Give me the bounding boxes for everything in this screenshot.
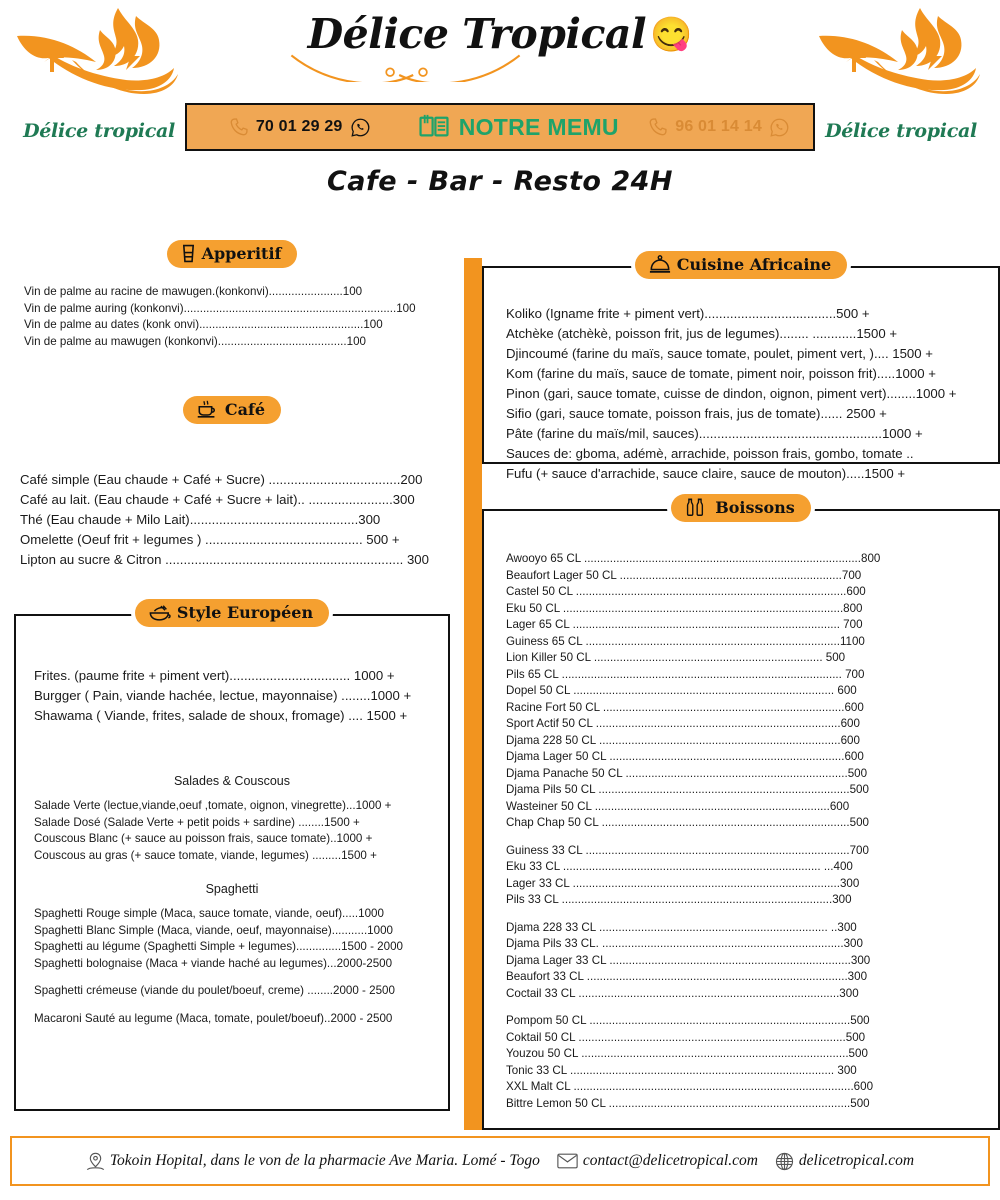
section-cuisine-africaine <box>482 255 1000 481</box>
menu-item: Coctail 33 CL .................................................................................300 <box>506 986 859 1000</box>
contact-bar <box>185 103 815 151</box>
menu-item: Couscous Blanc (+ sauce au poisson frais, sauce tomate)..1000 + <box>34 832 373 845</box>
menu-item: Coktail 50 CL ...................................................................................500 <box>506 1030 866 1044</box>
phone-icon <box>648 117 668 137</box>
email-group[interactable] <box>557 1152 758 1170</box>
group-title-spaghetti: Spaghetti <box>205 882 259 896</box>
bowl-utensils-icon <box>149 605 171 621</box>
menu-item: Burgger ( Pain, viande hachée, lectue, mayonnaise) ........1000 + <box>34 688 412 703</box>
menu-item: Youzou 50 CL ...................................................................................500 <box>506 1047 868 1060</box>
coffee-cup-icon <box>197 400 219 419</box>
spaghetti-items <box>34 906 448 1027</box>
section-title-style-europeen <box>135 599 329 627</box>
section-title-text: Boissons <box>715 498 795 517</box>
menu-item: Sauces de: gboma, adémè, arrachide, poisson frais, gombo, tomate .. <box>506 446 914 461</box>
menu-item: Salade Verte (lectue,viande,oeuf ,tomate, oignon, vinegrette)...1000 + <box>34 799 392 812</box>
cup-icon <box>181 244 196 263</box>
menu-item: Café au lait. (Eau chaude + Café + Sucre + lait).. .......................300 <box>20 492 415 507</box>
menu-item: Djincoumé (farine du maïs, sauce tomate, poulet, piment vert, ).... 1500 + <box>506 346 933 361</box>
menu-item: Djama 228 33 CL ....................................................................... ..300 <box>506 920 857 934</box>
left-column <box>0 240 464 1111</box>
section-cafe <box>0 396 464 570</box>
menu-item: Chap Chap 50 CL .............................................................................500 <box>506 816 869 829</box>
menu-item: XXL Malt CL .......................................................................................600 <box>506 1080 874 1093</box>
menu-item: Guiness 65 CL ...............................................................................1100 <box>506 634 865 648</box>
section-title-boissons <box>671 494 811 522</box>
menu-item: Pils 33 CL ....................................................................................300 <box>506 893 852 906</box>
menu-item: Djama Lager 50 CL .........................................................................600 <box>506 750 864 763</box>
phone-secondary-group[interactable] <box>625 117 813 138</box>
swoosh-underline-icon <box>290 54 521 82</box>
section-apperitif <box>0 240 464 350</box>
page-subtitle: Cafe - Bar - Resto 24H <box>326 166 674 197</box>
whatsapp-icon <box>769 117 790 138</box>
menu-item: Pinon (gari, sauce tomate, cuisse de dindon, oignon, piment vert)........1000 + <box>506 386 957 401</box>
menu-item: Omelette (Oeuf frit + legumes ) ........................................... 500 + <box>20 532 400 547</box>
menu-item: Thé (Eau chaude + Milo Lait)..............................................300 <box>20 512 381 527</box>
menu-item: Atchèke (atchèkè, poisson frit, jus de legumes)........ ............1500 + <box>506 326 898 341</box>
menu-item: Macaroni Sauté au legume (Maca, tomate, poulet/boeuf)..2000 - 2500 <box>34 1011 393 1025</box>
menu-item: Lager 33 CL ...................................................................................300 <box>506 876 860 890</box>
menu-item: Fufu (+ sauce d'arrachide, sauce claire, sauce de mouton).....1500 + <box>506 466 906 481</box>
salades-items <box>34 798 448 864</box>
menu-item: Vin de palme au racine de mawugen.(konkonvi).......................100 <box>24 285 363 298</box>
phone-primary: 70 01 29 29 <box>255 118 343 135</box>
menu-item: Sport Actif 50 CL ............................................................................600 <box>506 717 860 730</box>
section-boissons <box>482 498 1000 1130</box>
style-europeen-items <box>34 666 448 726</box>
cuisine-africaine-items <box>506 304 998 484</box>
menu-item: Djama 228 50 CL ...........................................................................600 <box>506 733 860 747</box>
section-title-text: Style Européen <box>176 603 314 622</box>
section-title-cuisine-africaine <box>635 251 847 279</box>
whatsapp-icon <box>350 117 371 138</box>
section-title-text: Café <box>224 400 266 419</box>
globe-icon <box>775 1152 794 1171</box>
menu-item: Salade Dosé (Salade Verte + petit poids + sardine) ........1500 + <box>34 815 360 829</box>
menu-item: Lipton au sucre & Citron ................................................................. 300 <box>20 552 429 567</box>
menu-item: Djama Panache 50 CL .....................................................................500 <box>506 766 868 780</box>
cloche-icon <box>649 255 671 274</box>
menu-item: Sifio (gari, sauce tomate, poisson frais, jus de tomate)...... 2500 + <box>506 406 887 421</box>
page-title: Délice Tropical <box>307 10 647 58</box>
logo-caption: Délice tropical <box>825 120 977 142</box>
phone-secondary: 96 01 14 14 <box>675 118 762 135</box>
page-header <box>0 0 1000 218</box>
menu-label-group <box>412 114 625 141</box>
menu-item: Lager 65 CL ................................................................................... 700 <box>506 618 863 631</box>
brand-block <box>0 10 1000 58</box>
column-divider <box>464 258 482 1130</box>
section-style-europeen <box>14 603 450 1111</box>
menu-item: Djama Pils 33 CL. ...........................................................................300 <box>506 937 863 950</box>
menu-item: Pils 65 CL ....................................................................................... 700 <box>506 667 865 681</box>
section-title-apperitif <box>167 240 298 268</box>
footer-website: delicetropical.com <box>798 1152 915 1169</box>
menu-item: Couscous au gras (+ sauce tomate, viande, legumes) .........1500 + <box>34 848 377 862</box>
address-group <box>86 1152 540 1171</box>
menu-item: Spaghetti bolognaise (Maca + viande haché au legumes)...2000-2500 <box>34 956 393 970</box>
menu-item: Djama Lager 33 CL ...........................................................................300 <box>506 953 871 967</box>
menu-item: Frites. (paume frite + piment vert)................................. 1000 + <box>34 668 395 683</box>
menu-item: Spaghetti Rouge simple (Maca, sauce tomate, viande, oeuf).....1000 <box>34 907 384 920</box>
menu-item: Café simple (Eau chaude + Café + Sucre) ....................................200 <box>20 472 423 487</box>
menu-item: Racine Fort 50 CL ...........................................................................600 <box>506 700 864 714</box>
menu-item: Kom (farine du maïs, sauce de tomate, piment noir, poisson frit).....1000 + <box>506 366 936 381</box>
section-title-text: Apperitif <box>201 244 282 263</box>
section-title-cafe <box>183 396 281 424</box>
menu-item: Spaghetti Blanc Simple (Maca, viande, oeuf, mayonnaise)...........1000 <box>34 923 393 937</box>
menu-item: Awooyo 65 CL ......................................................................................800 <box>506 552 881 565</box>
menu-item: Tonic 33 CL .................................................................................. 300 <box>506 1063 857 1077</box>
menu-label: NOTRE MEMU <box>458 113 619 140</box>
menu-item: Castel 50 CL ....................................................................................600 <box>506 585 866 598</box>
website-group[interactable] <box>775 1152 914 1171</box>
footer-address: Tokoin Hopital, dans le von de la pharmacie Ave Maria. Lomé - Togo <box>109 1152 540 1169</box>
menu-item: Wasteiner 50 CL .........................................................................600 <box>506 799 850 813</box>
menu-item: Eku 33 CL ................................................................................ ...400 <box>506 860 853 873</box>
menu-item: Vin de palme auring (konkonvi)..................................................................100 <box>24 301 416 315</box>
menu-item: Koliko (Igname frite + piment vert)....................................500 + <box>506 306 870 321</box>
bottles-icon <box>685 498 709 517</box>
menu-item: Guiness 33 CL ..................................................................................700 <box>506 843 869 857</box>
menu-item: Pâte (farine du maïs/mil, sauces)..................................................1000 + <box>506 426 923 441</box>
menu-item: Pompom 50 CL .................................................................................500 <box>506 1014 870 1027</box>
menu-item: Spaghetti au légume (Spaghetti Simple + legumes)..............1500 - 2000 <box>34 940 403 953</box>
phone-icon <box>229 117 249 137</box>
apperitif-items <box>24 284 464 350</box>
menu-item: Eku 50 CL .......................................................................................800 <box>506 601 863 615</box>
smiling-face-emoji-icon: 😋 <box>650 15 693 54</box>
right-column <box>482 240 1000 1130</box>
menu-item: Djama Pils 50 CL ..............................................................................500 <box>506 783 869 796</box>
section-title-text: Cuisine Africaine <box>676 255 832 274</box>
open-book-icon <box>419 114 449 140</box>
menu-item: Beaufort Lager 50 CL .....................................................................700 <box>506 568 862 582</box>
menu-item: Vin de palme au mawugen (konkonvi)........................................100 <box>24 334 366 348</box>
footer-email: contact@delicetropical.com <box>582 1152 758 1169</box>
logo-caption: Délice tropical <box>23 120 175 142</box>
phone-primary-group[interactable] <box>187 117 412 138</box>
group-title-salades: Salades & Couscous <box>173 774 291 788</box>
menu-item: Lion Killer 50 CL ....................................................................... 500 <box>506 651 846 664</box>
menu-item: Vin de palme au dates (konk onvi)...................................................100 <box>24 318 383 331</box>
page-footer <box>10 1136 990 1186</box>
menu-item: Beaufort 33 CL .................................................................................300 <box>506 970 868 983</box>
menu-item: Spaghetti crémeuse (viande du poulet/boeuf, creme) ........2000 - 2500 <box>34 984 395 997</box>
cafe-items <box>20 470 464 570</box>
menu-item: Dopel 50 CL ................................................................................. 600 <box>506 684 857 697</box>
envelope-icon <box>557 1153 578 1169</box>
boissons-group-1 <box>506 551 998 1112</box>
menu-item: Shawama ( Viande, frites, salade de shoux, fromage) .... 1500 + <box>34 708 408 723</box>
menu-item: Bittre Lemon 50 CL ...........................................................................500 <box>506 1096 870 1110</box>
location-pin-icon <box>86 1152 105 1171</box>
